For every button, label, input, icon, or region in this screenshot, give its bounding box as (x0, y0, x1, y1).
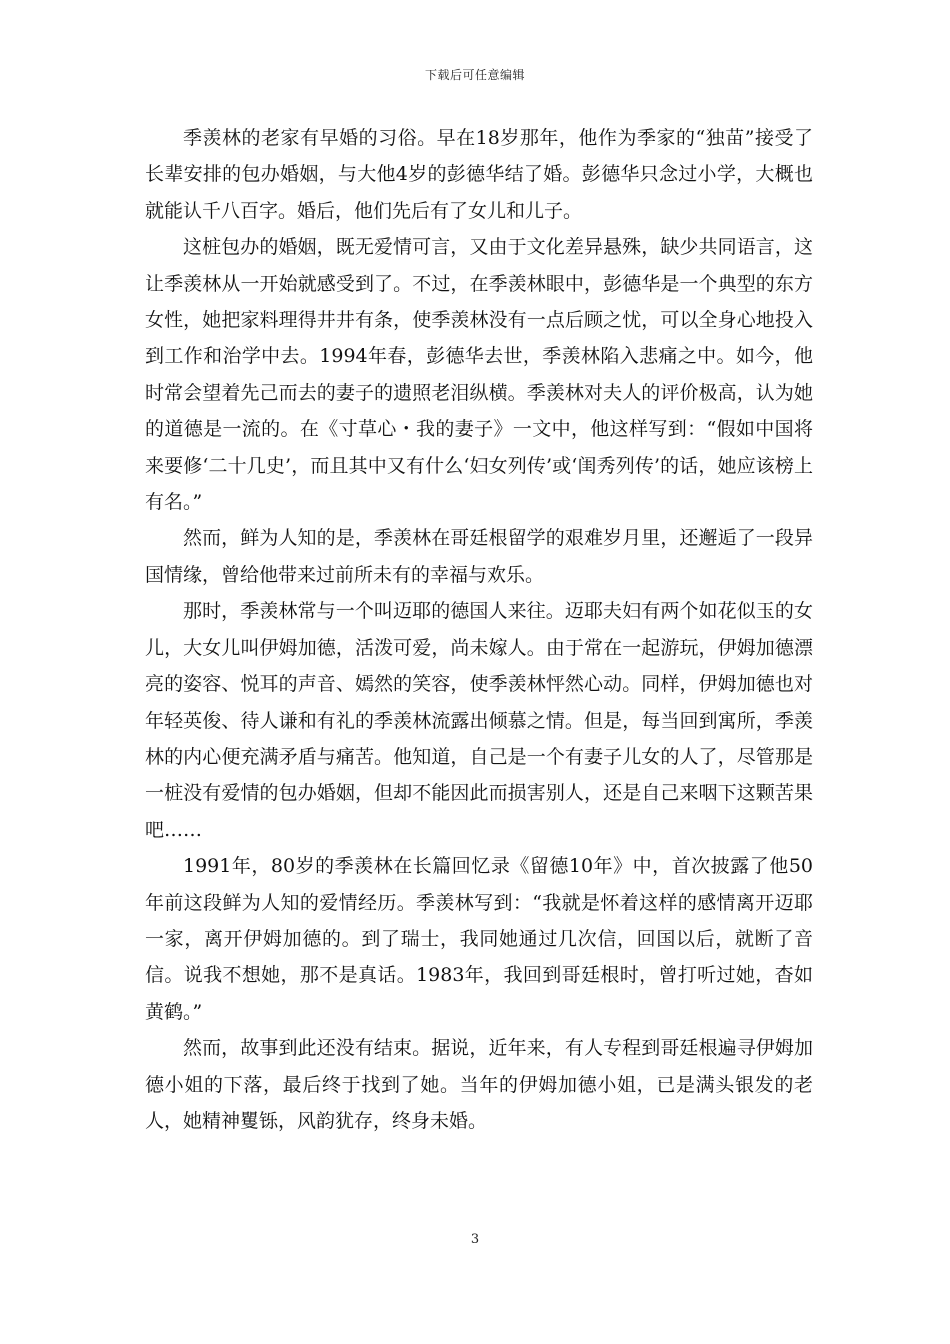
page-header: 下载后可任意编辑 (424, 68, 525, 82)
paragraph: 这桩包办的婚姻，既无爱情可言，又由于文化差异悬殊，缺少共同语言，这让季羡林从一开始就感受到了。不过，在季羡林眼中，彭德华是一个典型的东方女性，她把家料理得井井有条，使季羡林没有一点后顾之忧，可以全身心地投入到工作和治学中去。1994年春，彭德华去世，季羡林陷入悲痛之中。如今，他时常会望着先己而去的妻子的遗照老泪纵横。季羡林对夫人的评价极高，认为她的道德是一流的。在《寸草心・我的妻子》一文中，他这样写到：“假如中国将来要修‘二十几史’，而且其中又有什么‘妇女列传’或‘闺秀列传’的话，她应该榜上有名。” (145, 236, 813, 514)
paragraph: 季羡林的老家有早婚的习俗。早在18岁那年，他作为季家的“独苗”接受了长辈安排的包办婚姻，与大他4岁的彭德华结了婚。彭德华只念过小学，大概也就能认千八百字。婚后，他们先后有了女儿和儿子。 (145, 127, 813, 222)
article-body (145, 120, 813, 1139)
paragraph: 那时，季羡林常与一个叫迈耶的德国人来往。迈耶夫妇有两个如花似玉的女儿，大女儿叫伊姆加德，活泼可爱，尚未嫁人。由于常在一起游玩，伊姆加德漂亮的姿容、悦耳的声音、嫣然的笑容，使季羡林怦然心动。同样，伊姆加德也对年轻英俊、待人谦和有礼的季羡林流露出倾慕之情。但是，每当回到寓所，季羡林的内心便充满矛盾与痛苦。他知道，自己是一个有妻子儿女的人了，尽管那是一桩没有爱情的包办婚姻，但却不能因此而损害别人，还是自己来咽下这颗苦果吧…… (145, 600, 813, 841)
paragraph: 然而，鲜为人知的是，季羡林在哥廷根留学的艰难岁月里，还邂逅了一段异国情缘，曾给他带来过前所未有的幸福与欢乐。 (145, 527, 813, 586)
paragraph: 1991年，80岁的季羡林在长篇回忆录《留德10年》中，首次披露了他50年前这段鲜为人知的爱情经历。季羡林写到：“我就是怀着这样的感情离开迈耶一家，离开伊姆加德的。到了瑞士，我同她通过几次信，回国以后，就断了音信。说我不想她，那不是真话。1983年，我回到哥廷根时，曾打听过她，杳如黄鹤。” (145, 855, 813, 1023)
page-number: 3 (470, 1232, 480, 1247)
paragraph: 然而，故事到此还没有结束。据说，近年来，有人专程到哥廷根遍寻伊姆加德小姐的下落，最后终于找到了她。当年的伊姆加德小姐，已是满头银发的老人，她精神矍铄，风韵犹存，终身未婚。 (145, 1037, 813, 1132)
